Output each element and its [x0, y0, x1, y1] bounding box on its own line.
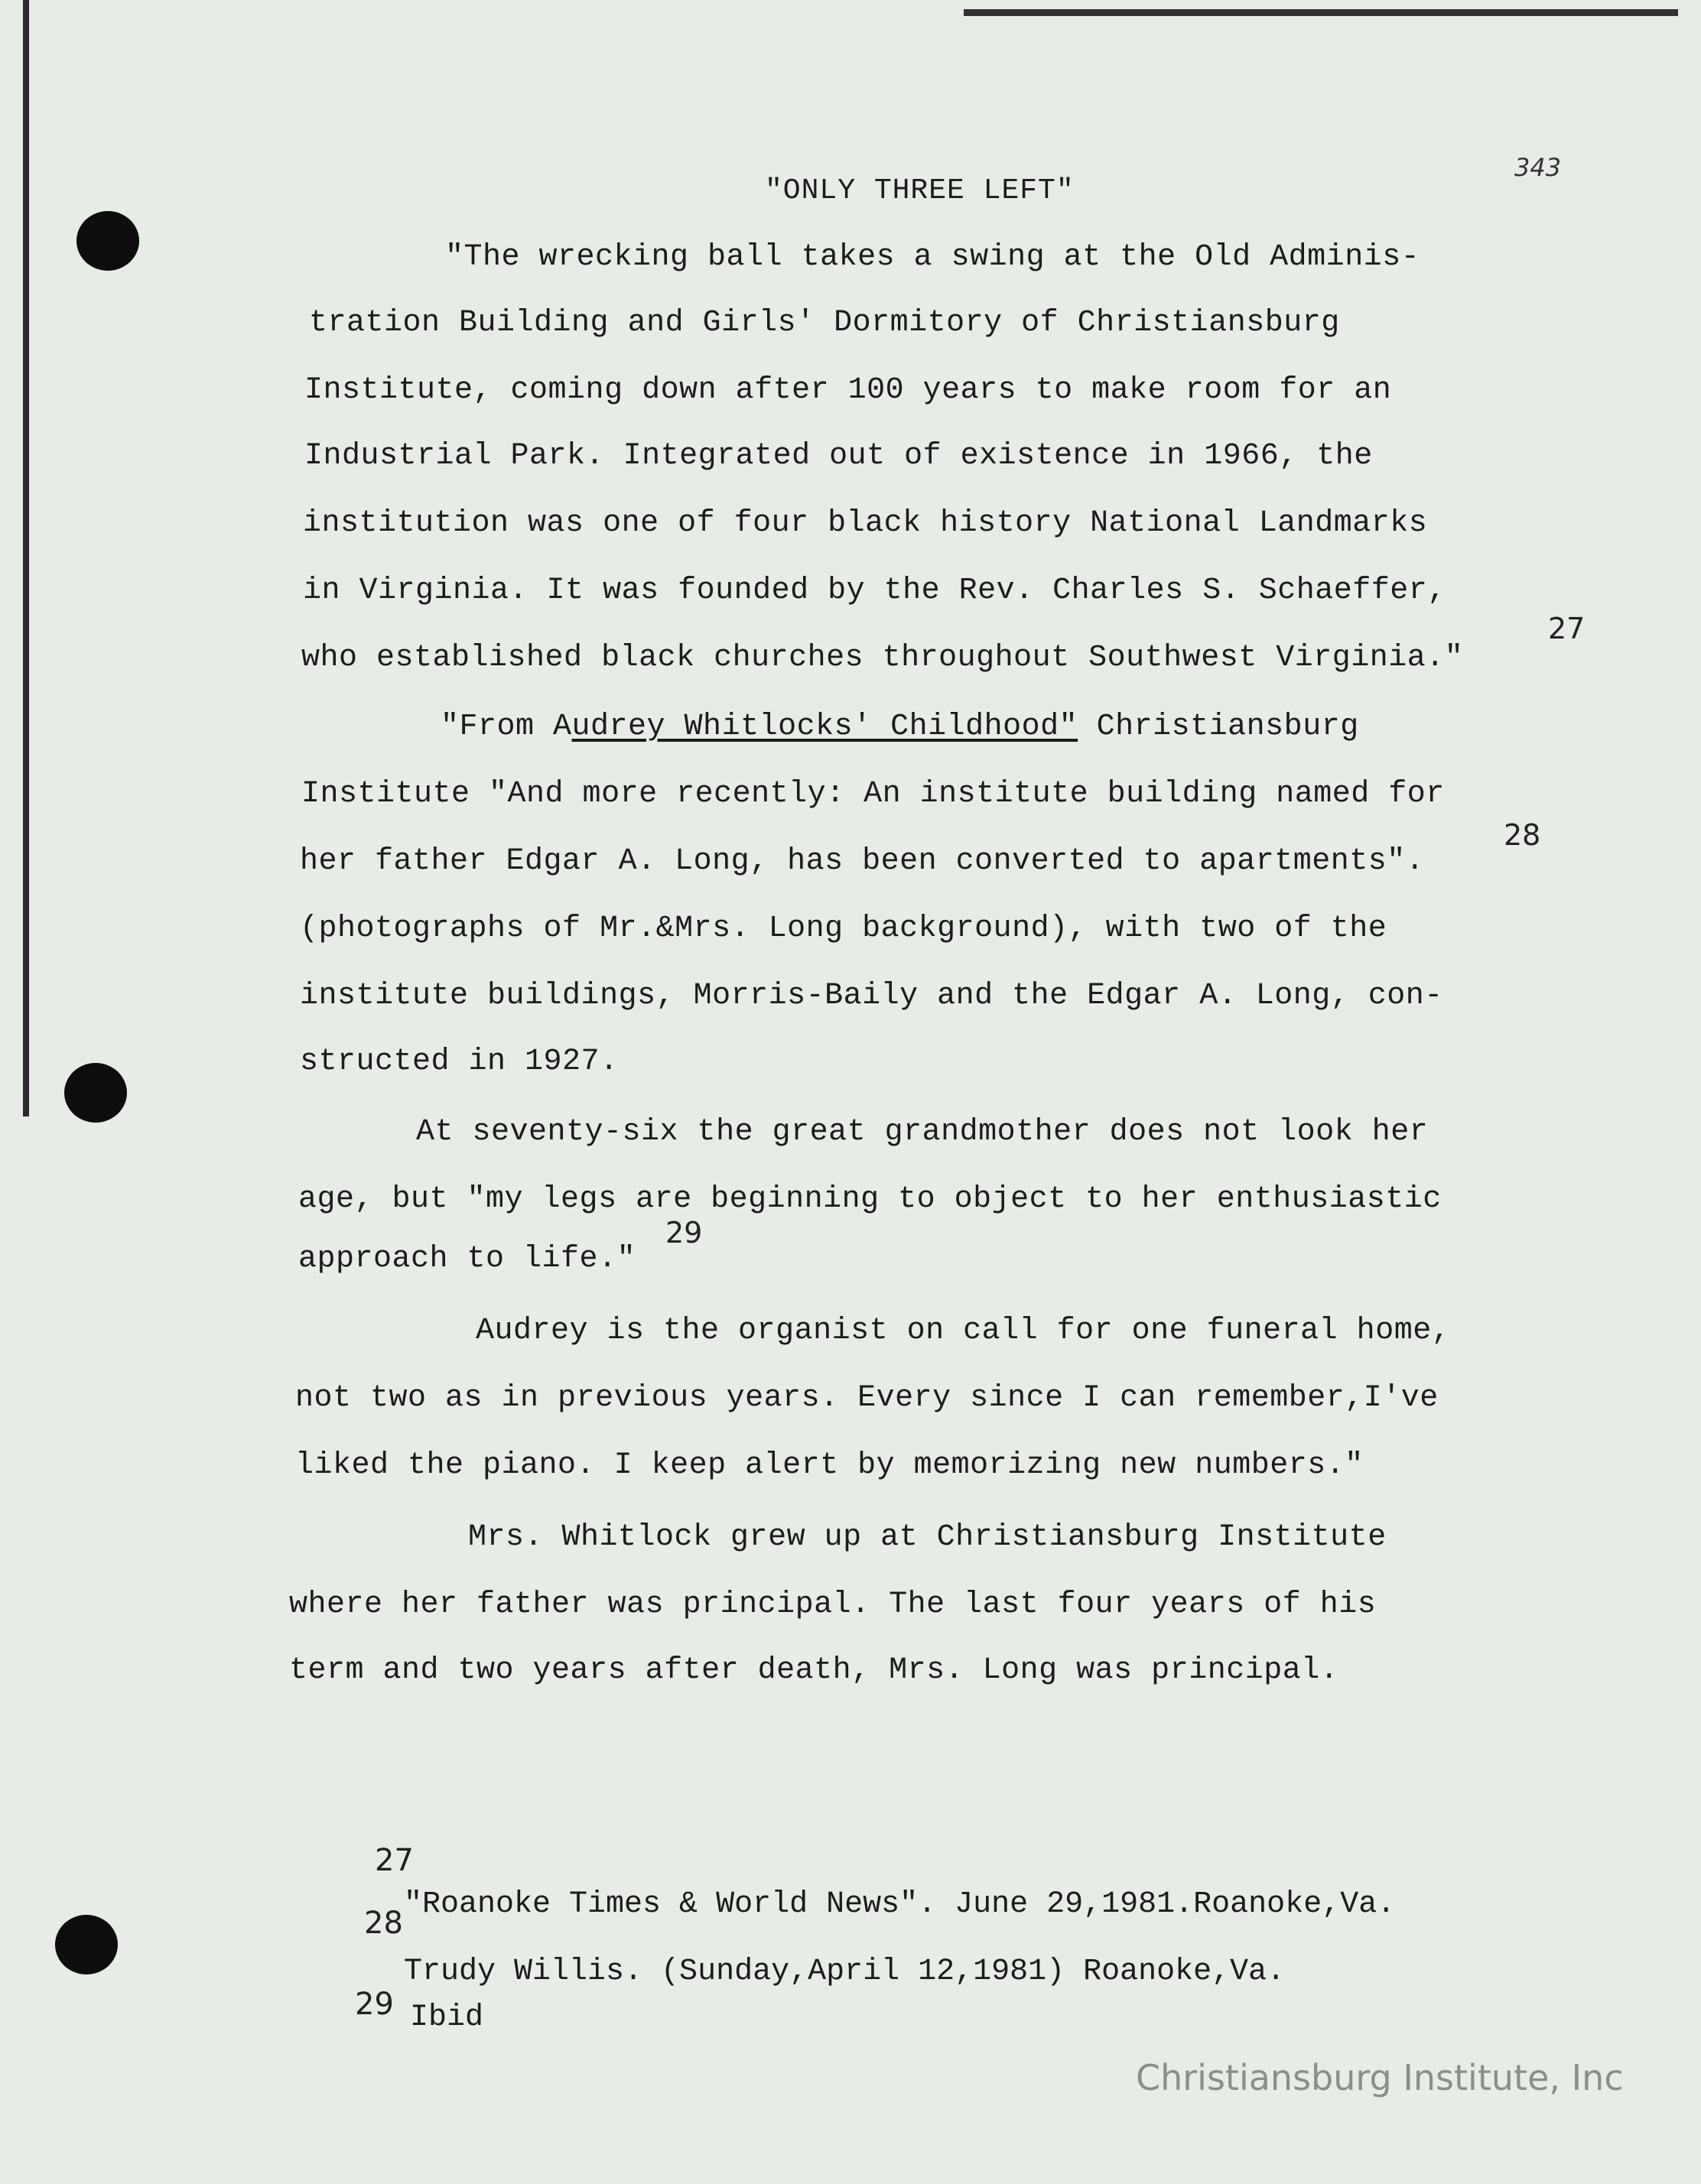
binder-edge: [23, 0, 29, 1116]
footnote-number: 27: [375, 1843, 414, 1878]
text-line: term and two years after death, Mrs. Long was principal.: [289, 1653, 1339, 1688]
underlined-title: udrey Whitlocks' Childhood": [571, 710, 1078, 744]
page-title: "ONLY THREE LEFT": [765, 174, 1075, 207]
quote-text: "From A: [441, 710, 572, 744]
footnote-text: "Roanoke Times & World News". June 29,1981.Roanoke,Va.: [404, 1887, 1396, 1922]
text-line: [441, 710, 1359, 744]
text-line: (photographs of Mr.&Mrs. Long background), with two of the: [300, 912, 1387, 946]
punch-hole-top: [76, 211, 139, 271]
top-rule: [964, 9, 1678, 16]
quote-text: Christiansburg: [1078, 710, 1359, 744]
text-line: institution was one of four black history National Landmarks: [303, 506, 1428, 541]
footnote-text: Trudy Willis. (Sunday,April 12,1981) Roanoke,Va.: [404, 1955, 1286, 1989]
text-line: Mrs. Whitlock grew up at Christiansburg Institute: [468, 1520, 1387, 1555]
footnote-ref-29: 29: [665, 1216, 703, 1250]
footnote-ref-28: 28: [1504, 818, 1541, 852]
footnote-number: 28: [364, 1906, 403, 1941]
text-line: approach to life.": [298, 1242, 636, 1276]
footnote-number: 29: [355, 1987, 394, 2022]
text-line: in Virginia. It was founded by the Rev. Charles S. Schaeffer,: [303, 574, 1446, 608]
text-line: Industrial Park. Integrated out of existence in 1966, the: [304, 439, 1373, 473]
punch-hole-bottom: [55, 1915, 118, 1974]
text-line: age, but "my legs are beginning to object to her enthusiastic: [298, 1182, 1442, 1217]
text-line: who established black churches throughout Southwest Virginia.": [301, 641, 1464, 675]
text-line: not two as in previous years. Every since I can remember,I've: [295, 1381, 1439, 1415]
text-line: Institute "And more recently: An institute building named for: [301, 777, 1445, 811]
text-line: Audrey is the organist on call for one funeral home,: [476, 1314, 1451, 1348]
text-line: institute buildings, Morris-Baily and the Edgar A. Long, con-: [300, 979, 1443, 1013]
punch-hole-middle: [64, 1063, 127, 1123]
footnote-text: Ibid: [410, 2000, 484, 2035]
text-line: where her father was principal. The last four years of his: [289, 1588, 1377, 1622]
text-line: tration Building and Girls' Dormitory of Christiansburg: [309, 306, 1340, 340]
page-number: 343: [1514, 153, 1562, 182]
footnote-ref-27: 27: [1548, 612, 1586, 645]
text-line: her father Edgar A. Long, has been converted to apartments".: [300, 844, 1425, 879]
text-line: At seventy-six the great grandmother does not look her: [416, 1115, 1429, 1149]
text-line: Institute, coming down after 100 years to make room for an: [304, 373, 1392, 408]
text-line: "The wrecking ball takes a swing at the Old Adminis-: [445, 240, 1420, 275]
text-line: structed in 1927.: [300, 1045, 619, 1079]
text-line: liked the piano. I keep alert by memorizing new numbers.": [295, 1448, 1364, 1483]
watermark: Christiansburg Institute, Inc: [1136, 2057, 1624, 2098]
